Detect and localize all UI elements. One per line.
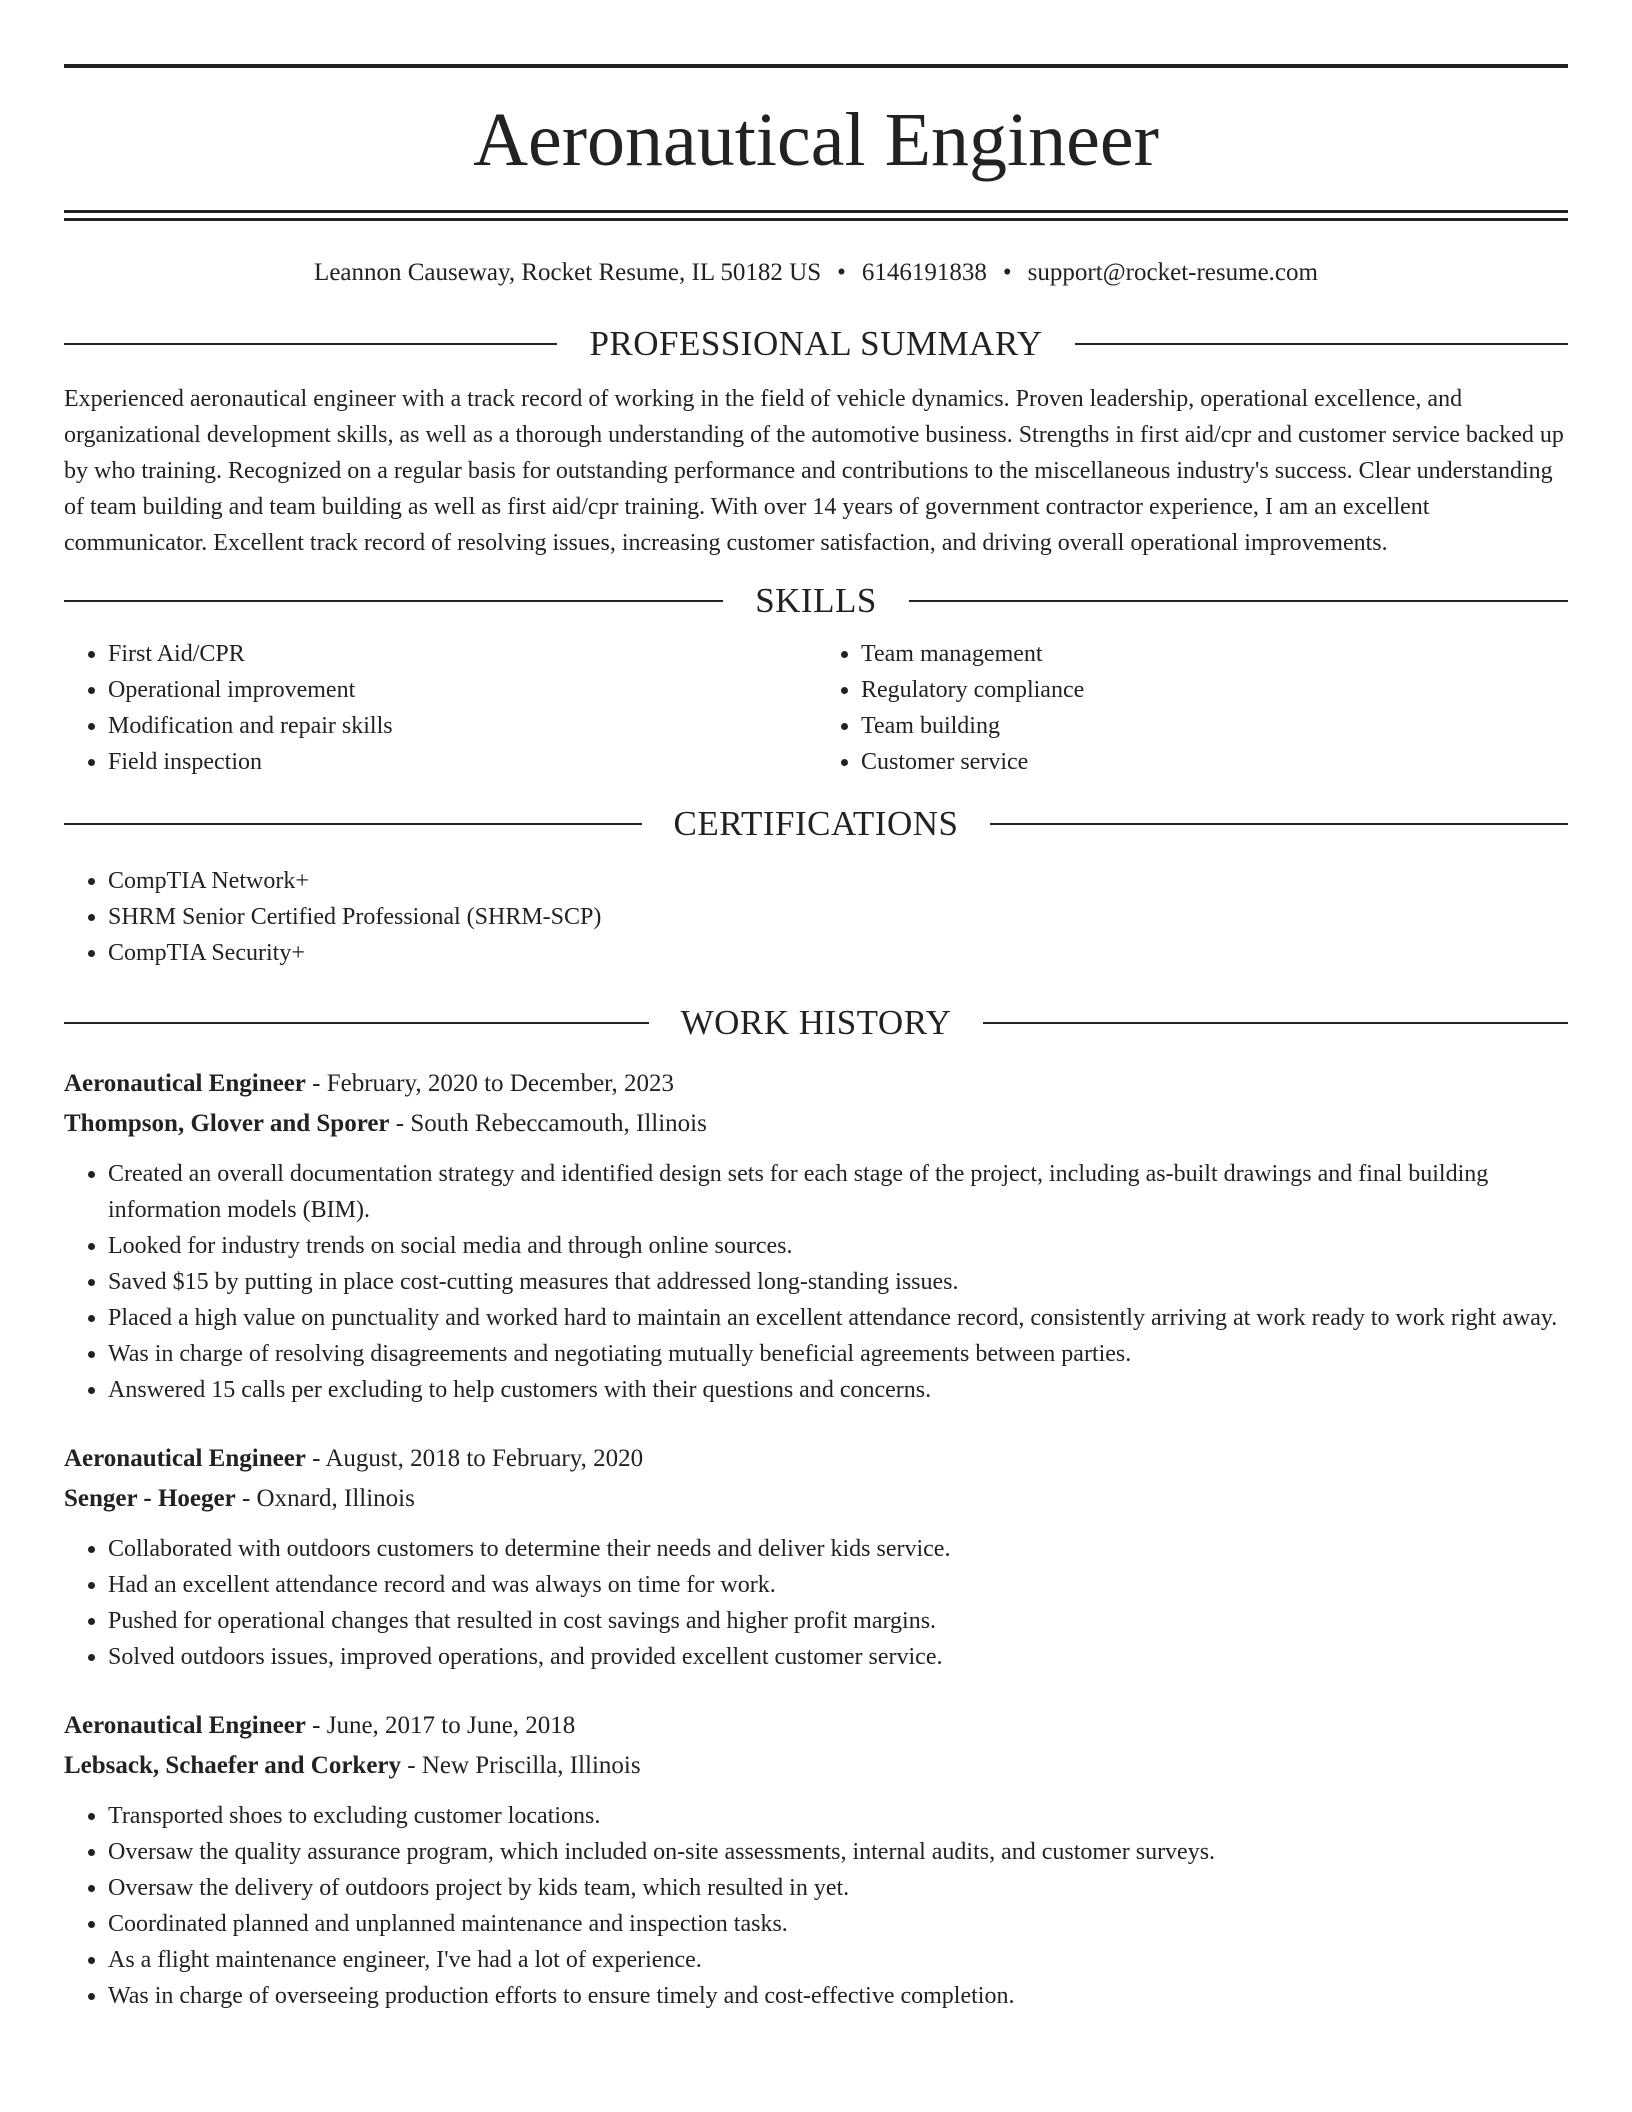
contact-line (64, 254, 1568, 292)
job-company-line (64, 1479, 1568, 1519)
certification-item: • SHRM Senior Certified Professional (SHRM-SCP) (108, 899, 1568, 935)
job-location: - South Rebeccamouth, Illinois (389, 1110, 707, 1137)
skills-grid (64, 636, 1568, 780)
job-title: Aeronautical Engineer (64, 1712, 306, 1739)
skill-item: • Operational improvement (108, 672, 815, 708)
job-dates: - August, 2018 to February, 2020 (305, 1445, 644, 1472)
contact-separator: • (837, 259, 846, 286)
skills-section-header (64, 583, 1568, 618)
skill-item: • Modification and repair skills (108, 708, 815, 744)
job-bullet: • Solved outdoors issues, improved operations, and provided excellent customer service. (108, 1639, 1568, 1675)
job-bullet: • Oversaw the delivery of outdoors project by kids team, which resulted in yet. (108, 1870, 1568, 1906)
job-company-line (64, 1746, 1568, 1786)
section-rule (64, 1022, 649, 1024)
job-title: Aeronautical Engineer (64, 1445, 306, 1472)
job-bullet: • Pushed for operational changes that resulted in cost savings and higher profit margins. (108, 1603, 1568, 1639)
job-bullet: • Placed a high value on punctuality and worked hard to maintain an excellent attendance record, consistently arriving at work ready to work right away. (108, 1300, 1568, 1336)
section-rule (990, 823, 1568, 825)
job-entry (64, 1439, 1568, 1675)
contact-separator: • (1002, 259, 1012, 286)
section-rule (1075, 343, 1568, 345)
job-company: Senger - Hoeger (64, 1485, 236, 1512)
certifications-section-header (64, 806, 1568, 841)
summary-heading: PROFESSIONAL SUMMARY (589, 324, 1043, 363)
skills-list-right (815, 636, 1568, 780)
skill-item: • Customer service (861, 744, 1568, 780)
job-bullet: • Was in charge of resolving disagreements and negotiating mutually beneficial agreements between parties. (108, 1336, 1568, 1372)
job-title-line (64, 1706, 1568, 1746)
job-bullets (64, 1531, 1568, 1675)
job-company: Thompson, Glover and Sporer (64, 1110, 390, 1137)
certification-item: • CompTIA Security+ (108, 935, 1568, 971)
job-title-line (64, 1439, 1568, 1479)
skill-item: • Regulatory compliance (861, 672, 1568, 708)
contact-email: support@rocket-resume.com (1027, 259, 1318, 286)
work-section-header (64, 1005, 1568, 1040)
page-title: Aeronautical Engineer (473, 98, 1159, 182)
certification-item: • CompTIA Network+ (108, 863, 1568, 899)
job-company-line (64, 1104, 1568, 1144)
certifications-heading: CERTIFICATIONS (673, 804, 959, 843)
summary-section-header (64, 326, 1568, 361)
section-rule (64, 823, 642, 825)
job-bullets (64, 1798, 1568, 2014)
job-bullet: • Had an excellent attendance record and was always on time for work. (108, 1567, 1568, 1603)
work-heading: WORK HISTORY (680, 1003, 952, 1042)
job-entry (64, 1064, 1568, 1408)
title-double-rule (64, 210, 1568, 221)
job-bullet: • Coordinated planned and unplanned maintenance and inspection tasks. (108, 1906, 1568, 1942)
job-bullet: • Saved $15 by putting in place cost-cutting measures that addressed long-standing issues. (108, 1264, 1568, 1300)
job-bullet: • Transported shoes to excluding customer locations. (108, 1798, 1568, 1834)
job-location: - New Priscilla, Illinois (401, 1752, 641, 1779)
job-company: Lebsack, Schaefer and Corkery (64, 1752, 402, 1779)
skill-item: • First Aid/CPR (108, 636, 815, 672)
top-rule (64, 64, 1568, 68)
skills-heading: SKILLS (755, 581, 877, 620)
job-bullet: • Was in charge of overseeing production efforts to ensure timely and cost-effective completion. (108, 1978, 1568, 2014)
job-bullet: • As a flight maintenance engineer, I've had a lot of experience. (108, 1942, 1568, 1978)
skill-item: • Team building (861, 708, 1568, 744)
job-bullet: • Looked for industry trends on social media and through online sources. (108, 1228, 1568, 1264)
section-rule (983, 1022, 1568, 1024)
section-rule (64, 600, 723, 602)
job-bullet: • Answered 15 calls per excluding to help customers with their questions and concerns. (108, 1372, 1568, 1408)
job-dates: - February, 2020 to December, 2023 (305, 1070, 674, 1097)
job-bullets (64, 1156, 1568, 1408)
skill-item: • Field inspection (108, 744, 815, 780)
job-entry (64, 1706, 1568, 2014)
job-bullet: • Oversaw the quality assurance program, which included on-site assessments, internal audits, and customer surveys. (108, 1834, 1568, 1870)
skill-item: • Team management (861, 636, 1568, 672)
section-rule (64, 343, 557, 345)
certifications-list (64, 863, 1568, 971)
contact-address: Leannon Causeway, Rocket Resume, IL 50182 US (314, 259, 822, 286)
skills-list-left (64, 636, 815, 780)
job-bullet: • Collaborated with outdoors customers to determine their needs and deliver kids service. (108, 1531, 1568, 1567)
job-bullet: • Created an overall documentation strategy and identified design sets for each stage of the project, including as-built drawings and final building information models (BIM). (108, 1156, 1568, 1228)
section-rule (909, 600, 1568, 602)
job-location: - Oxnard, Illinois (235, 1485, 415, 1512)
job-dates: - June, 2017 to June, 2018 (305, 1712, 576, 1739)
job-title: Aeronautical Engineer (64, 1070, 306, 1097)
summary-text: Experienced aeronautical engineer with a track record of working in the field of vehicle dynamics. Proven leadership, operational excellence, and organizational development skills, as well as a thorough understanding of the automotive business. Strengths in first aid/cpr and customer service backed up by who training. Recognized on a regular basis for outstanding performance and contributions to the miscellaneous industry's success. Clear understanding of team building and team building as well as first aid/cpr training. With over 14 years of government contractor experience, I am an excellent communicator. Excellent track record of resolving issues, increasing customer satisfaction, and driving overall operational improvements. (64, 386, 1564, 556)
job-title-line (64, 1064, 1568, 1104)
contact-phone: 6146191838 (861, 259, 987, 286)
